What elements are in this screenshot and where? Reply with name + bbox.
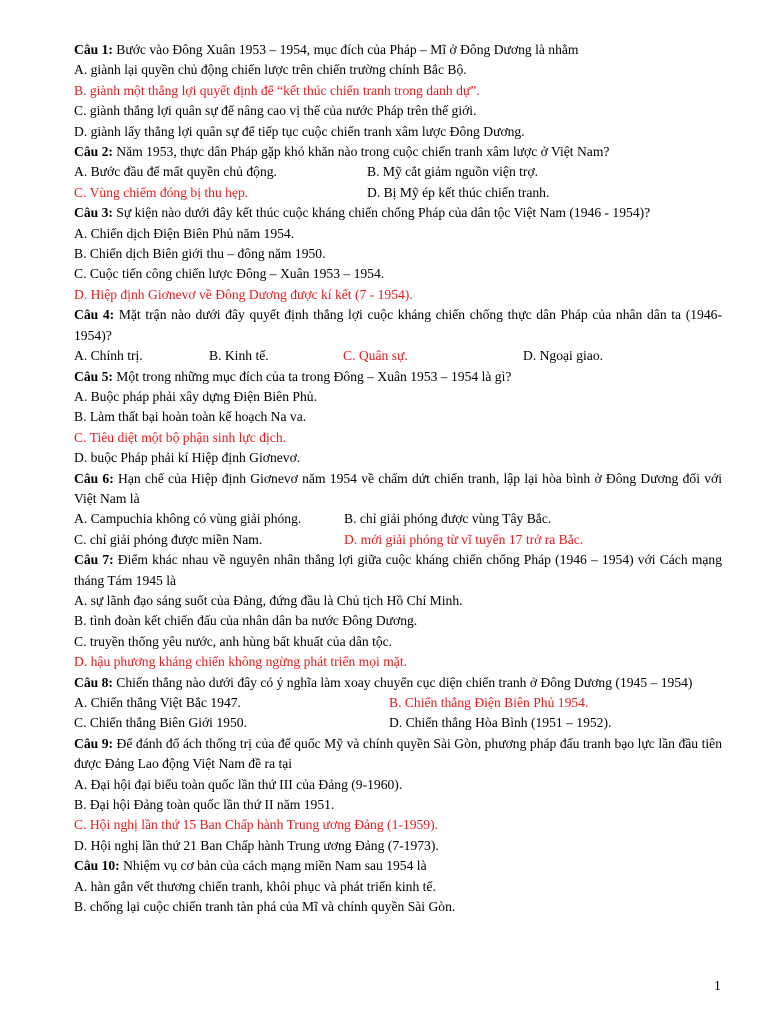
question-label: Câu 10:: [74, 858, 120, 874]
quiz-page: [74, 40, 722, 917]
option-c: C. Chiến thắng Biên Giới 1950.: [74, 715, 247, 731]
option-c: C. truyền thống yêu nước, anh hùng bất khuất của dân tộc.: [74, 633, 393, 649]
option-b: B. chống lại cuộc chiến tranh tàn phá của Mĩ và chính quyền Sài Gòn.: [74, 899, 456, 915]
option-a: A. Bước đầu để mất quyền chủ động.: [74, 164, 277, 180]
question-4: [74, 305, 722, 346]
question-stem: Hạn chế của Hiệp định Giơnevơ năm 1954 về chấm dứt chiến tranh, lập lại hòa bình ở Đông Dương đối với Việt Nam là: [74, 470, 722, 506]
question-stem: Chiến thắng nào dưới đây có ý nghĩa làm xoay chuyển cục diện chiến tranh ở Đông Dương (1945 – 1954): [112, 674, 693, 690]
question-stem: Sự kiện nào dưới đây kết thúc cuộc kháng chiến chống Pháp của dân tộc Việt Nam (1946 - 1954)?: [112, 205, 651, 221]
option-d-correct: D. mới giải phóng từ vĩ tuyến 17 trở ra Bắc.: [344, 531, 584, 547]
option-c-correct: C. Tiêu diệt một bộ phận sinh lực địch.: [74, 429, 287, 445]
option-b-correct: B. Chiến thắng Điện Biên Phủ 1954.: [389, 695, 589, 710]
options-row: [74, 713, 722, 733]
option-c: C. giành thắng lợi quân sự để nâng cao vị thế của nước Pháp trên thế giới.: [74, 103, 477, 119]
question-stem: Điểm khác nhau về nguyên nhân thắng lợi giữa cuộc kháng chiến chống Pháp (1946 – 1954) với Cách mạng tháng Tám 1945 là: [74, 552, 722, 588]
options-row: [74, 509, 722, 529]
question-label: Câu 8:: [74, 674, 113, 690]
option-c-correct: C. Hội nghị lần thứ 15 Ban Chấp hành Trung ương Đảng (1-1959).: [74, 817, 439, 833]
question-10: [74, 856, 722, 876]
options-row: [74, 693, 722, 713]
question-5: [74, 367, 722, 387]
option-c-correct: C. Vùng chiếm đóng bị thu hẹp.: [74, 184, 249, 200]
question-stem: Năm 1953, thực dân Pháp gặp khó khăn nào trong cuộc chiến tranh xâm lược ở Việt Nam?: [112, 144, 610, 160]
option-b: B. Đại hội Đảng toàn quốc lần thứ II năm 1951.: [74, 797, 335, 813]
option-d: D. buộc Pháp phải kí Hiệp định Giơnevơ.: [74, 450, 301, 466]
option-a: A. Chiến dịch Điện Biên Phủ năm 1954.: [74, 225, 295, 241]
option-d: D. giành lấy thắng lợi quân sự để tiếp tục cuộc chiến tranh xâm lược Đông Dương.: [74, 123, 525, 139]
question-9: [74, 734, 722, 775]
option-b: B. Kinh tế.: [209, 348, 269, 364]
option-a: A. Chính trị.: [74, 348, 143, 364]
option-b: B. chỉ giải phóng được vùng Tây Bắc.: [344, 511, 552, 527]
option-d: D. Chiến thắng Hòa Bình (1951 – 1952).: [389, 715, 612, 731]
option-b: B. tình đoàn kết chiến đấu của nhân dân ba nước Đông Dương.: [74, 613, 418, 629]
question-stem: Nhiệm vụ cơ bản của cách mạng miền Nam sau 1954 là: [119, 858, 427, 874]
question-8: [74, 673, 722, 693]
option-b: B. Mỹ cắt giảm nguồn viện trợ.: [367, 164, 539, 180]
question-2: [74, 142, 722, 162]
question-label: Câu 1:: [74, 42, 113, 57]
option-b: B. Chiến dịch Biên giới thu – đông năm 1950.: [74, 246, 326, 262]
option-d: D. Ngoại giao.: [523, 348, 604, 364]
question-label: Câu 5:: [74, 368, 113, 384]
option-a: A. hàn gắn vết thương chiến tranh, khôi phục và phát triển kinh tế.: [74, 878, 436, 894]
question-label: Câu 9:: [74, 735, 114, 751]
question-stem: Mặt trận nào dưới đây quyết định thắng lợi cuộc kháng chiến chống thực dân Pháp của nhân dân ta (1946-1954)?: [74, 307, 722, 343]
question-label: Câu 4:: [74, 307, 115, 323]
options-row: [74, 530, 722, 550]
option-a: A. Buộc pháp phải xây dựng Điện Biên Phủ.: [74, 388, 317, 404]
question-1: [74, 40, 722, 60]
option-b: B. Làm thất bại hoàn toàn kế hoạch Na va.: [74, 409, 307, 425]
option-a: A. Đại hội đại biểu toàn quốc lần thứ III của Đảng (9-1960).: [74, 776, 403, 792]
question-label: Câu 2:: [74, 144, 113, 160]
option-d-correct: D. Hiệp định Giơnevơ về Đông Dương được kí kết (7 - 1954).: [74, 286, 413, 302]
option-a: A. Chiến thắng Việt Bắc 1947.: [74, 695, 241, 710]
question-stem: Bước vào Đông Xuân 1953 – 1954, mục đích của Pháp – Mĩ ở Đông Dương là nhằm: [112, 42, 579, 57]
question-stem: Để đánh đổ ách thống trị của đế quốc Mỹ và chính quyền Sài Gòn, phương pháp đấu tranh bạo lực lần đầu tiên được Đảng Lao động Việt Nam đề ra tại: [74, 735, 722, 772]
option-a: A. sự lãnh đạo sáng suốt của Đảng, đứng đầu là Chủ tịch Hồ Chí Minh.: [74, 592, 463, 608]
options-row: [74, 162, 722, 182]
question-label: Câu 3:: [74, 205, 113, 221]
question-3: [74, 203, 722, 223]
option-a: A. giành lại quyền chủ động chiến lược trên chiến trường chính Bắc Bộ.: [74, 62, 467, 78]
options-row: [74, 346, 722, 366]
option-c: C. chỉ giải phóng được miền Nam.: [74, 531, 263, 547]
option-a: A. Campuchia không có vùng giải phóng.: [74, 511, 302, 527]
question-7: [74, 550, 722, 591]
option-d: D. Bị Mỹ ép kết thúc chiến tranh.: [367, 184, 550, 200]
option-b-correct: B. giành một thắng lợi quyết định để “kết thúc chiến tranh trong danh dự”.: [74, 82, 480, 98]
page-number: 1: [714, 978, 721, 993]
option-c-correct: C. Quân sự.: [343, 348, 408, 364]
option-d: D. Hội nghị lần thứ 21 Ban Chấp hành Trung ương Đảng (7-1973).: [74, 837, 439, 853]
option-c: C. Cuộc tiến công chiến lược Đông – Xuân 1953 – 1954.: [74, 266, 385, 282]
question-stem: Một trong những mục đích của ta trong Đông – Xuân 1953 – 1954 là gì?: [112, 368, 512, 384]
option-d-correct: D. hậu phương kháng chiến không ngừng phát triển mọi mặt.: [74, 654, 408, 670]
question-6: [74, 469, 722, 510]
question-label: Câu 6:: [74, 470, 114, 486]
question-label: Câu 7:: [74, 552, 114, 568]
options-row: [74, 183, 722, 203]
